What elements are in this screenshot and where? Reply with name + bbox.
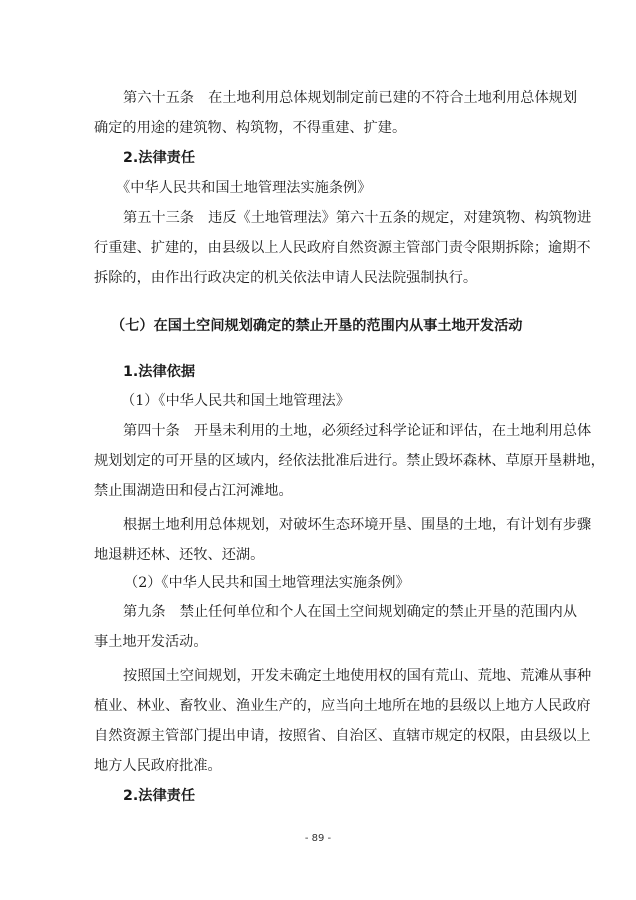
paragraph-line: 植业、林业、畜牧业、渔业生产的，应当向土地所在地的县级以上地方人民政府 bbox=[94, 698, 591, 714]
section-heading: 1.法律依据 bbox=[123, 364, 196, 380]
paragraph-line: 按照国土空间规划，开发未确定土地使用权的国有荒山、荒地、荒滩从事种 bbox=[123, 668, 592, 684]
paragraph-line: 根据土地利用总体规划，对破坏生态环境开垦、围垦的土地，有计划有步骤 bbox=[123, 517, 592, 533]
paragraph-line: 第五十三条 违反《土地管理法》第六十五条的规定，对建筑物、构筑物进 bbox=[123, 210, 592, 226]
paragraph-line: 事土地开发活动。 bbox=[94, 634, 208, 650]
section-heading: 2.法律责任 bbox=[123, 150, 196, 166]
law-title: 《中华人民共和国土地管理法实施条例》 bbox=[116, 180, 372, 196]
paragraph-line: 行重建、扩建的，由县级以上人民政府自然资源主管部门责令限期拆除；逾期不 bbox=[94, 240, 591, 256]
paragraph-line: 拆除的，由作出行政决定的机关依法申请人民法院强制执行。 bbox=[94, 270, 478, 286]
paragraph-line: 第四十条 开垦未利用的土地，必须经过科学论证和评估，在土地利用总体 bbox=[123, 423, 592, 439]
paragraph-line: 禁止围湖造田和侵占江河滩地。 bbox=[94, 483, 293, 499]
page-number: - 89 - bbox=[304, 833, 332, 844]
paragraph-line: 第六十五条 在土地利用总体规划制定前已建的不符合土地利用总体规划 bbox=[123, 90, 578, 106]
law-title: （2）《中华人民共和国土地管理法实施条例》 bbox=[124, 575, 410, 591]
paragraph-line: 第九条 禁止任何单位和个人在国土空间规划确定的禁止开垦的范围内从 bbox=[123, 604, 578, 620]
law-title: （1）《中华人民共和国土地管理法》 bbox=[121, 393, 350, 409]
paragraph-line: 确定的用途的建筑物、构筑物，不得重建、扩建。 bbox=[94, 120, 407, 136]
paragraph-line: 规划划定的可开垦的区域内，经依法批准后进行。禁止毁坏森林、草原开垦耕地， bbox=[94, 453, 605, 469]
paragraph-line: 地方人民政府批准。 bbox=[94, 758, 222, 774]
section-heading: 2.法律责任 bbox=[123, 788, 196, 804]
paragraph-line: 自然资源主管部门提出申请，按照省、自治区、直辖市规定的权限，由县级以上 bbox=[94, 728, 591, 744]
paragraph-line: 地退耕还林、还牧、还湖。 bbox=[94, 547, 265, 563]
chapter-heading: （七）在国土空间规划确定的禁止开垦的范围内从事土地开发活动 bbox=[111, 318, 523, 334]
